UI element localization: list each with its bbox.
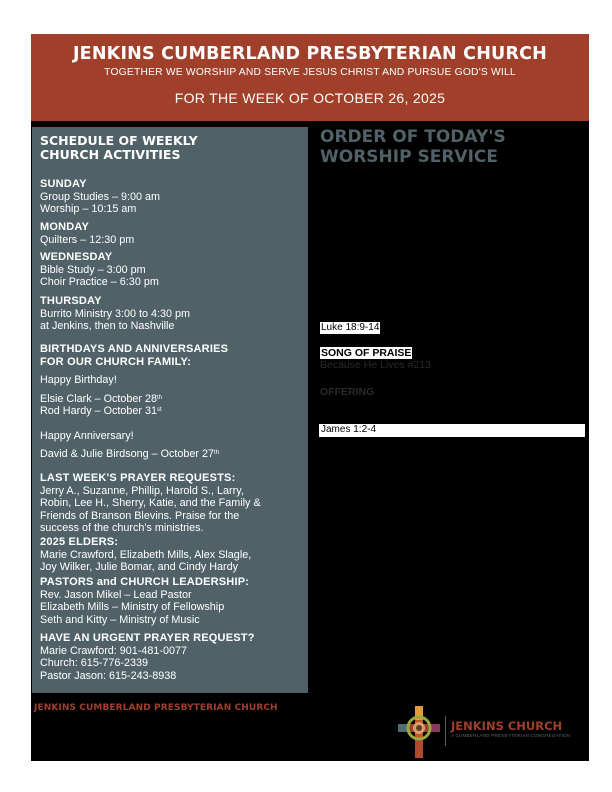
celebrations-title-1: BIRTHDAYS AND ANNIVERSARIES — [40, 343, 229, 355]
urgent-line: Church: 615-776-2339 — [40, 657, 149, 669]
ordinal-suffix: th — [214, 450, 220, 456]
ordinal-suffix: th — [157, 394, 163, 401]
birthday-heading: Happy Birthday! — [40, 374, 117, 386]
day-label: MONDAY — [40, 221, 90, 233]
leadership-line: Rev. Jason Mikel – Lead Pastor — [40, 588, 192, 601]
urgent-line: Pastor Jason: 615-243-8938 — [40, 669, 177, 682]
prayer-section — [40, 472, 261, 535]
prayer-line: Robin, Lee H., Sherry, Katie, and the Family & — [40, 497, 261, 509]
schedule-item: at Jenkins, then to Nashville — [40, 320, 175, 332]
bulletin-page — [31, 34, 589, 761]
schedule-wednesday — [40, 251, 159, 289]
scripture-luke: Luke 18:9-14 — [321, 322, 380, 333]
prayer-title: LAST WEEK'S PRAYER REQUESTS: — [40, 472, 236, 484]
anniversary-item — [40, 448, 228, 461]
schedule-thursday — [40, 295, 190, 333]
leadership-line: Elizabeth Mills – Ministry of Fellowship — [40, 601, 225, 613]
prayer-line: success of the church's ministries. — [40, 522, 204, 534]
schedule-item: Worship – 10:15 am — [40, 203, 137, 215]
ordinal-suffix: st — [157, 407, 162, 413]
schedule-item: Group Studies – 9:00 am — [40, 190, 161, 203]
song-title: Because He Lives #213 — [320, 359, 431, 371]
cross-logo-icon — [396, 704, 442, 760]
logo-subtitle: A CUMBERLAND PRESBYTERIAN CONGREGATION — [451, 733, 571, 738]
church-tagline: TOGETHER WE WORSHIP AND SERVE JESUS CHRIST AND PURSUE GOD'S WILL — [104, 67, 516, 78]
schedule-panel — [32, 127, 308, 693]
anniversary-text: David & Julie Birdsong – October 27 — [40, 448, 215, 460]
worship-title-line2: WORSHIP SERVICE — [320, 147, 498, 167]
leadership-section — [40, 576, 249, 626]
urgent-section — [40, 632, 255, 682]
schedule-item: Choir Practice – 6:30 pm — [40, 276, 159, 288]
worship-title — [320, 127, 506, 167]
schedule-title — [40, 134, 198, 162]
schedule-item: Burrito Ministry 3:00 to 4:30 pm — [40, 307, 191, 320]
birthday-item — [40, 405, 228, 418]
birthday-text: Elsie Clark – October 28 — [40, 392, 158, 405]
schedule-title-line1: SCHEDULE OF WEEKLY — [40, 133, 198, 148]
day-label: THURSDAY — [40, 295, 102, 307]
footer-church-name: JENKINS CUMBERLAND PRESBYTERIAN CHURCH — [34, 703, 278, 713]
church-logo — [396, 704, 576, 760]
elders-line: Marie Crawford, Elizabeth Mills, Alex Slagle, — [40, 548, 252, 561]
elders-line: Joy Wilker, Julie Bomar, and Cindy Hardy — [40, 561, 239, 573]
birthday-text: Rod Hardy – October 31 — [40, 405, 158, 417]
song-of-praise-label: SONG OF PRAISE — [321, 347, 412, 359]
prayer-line: Jerry A., Suzanne, Phillip, Harold S., Larry, — [40, 484, 244, 497]
leadership-title: PASTORS and CHURCH LEADERSHIP: — [40, 576, 250, 588]
leadership-line: Seth and Kitty – Ministry of Music — [40, 613, 200, 626]
birthday-item — [40, 393, 228, 406]
church-title: JENKINS CUMBERLAND PRESBYTERIAN CHURCH — [72, 44, 548, 64]
anniversary-heading: Happy Anniversary! — [40, 429, 134, 442]
header-banner — [31, 34, 589, 121]
worship-title-line1: ORDER OF TODAY'S — [320, 127, 506, 147]
day-label: WEDNESDAY — [40, 251, 113, 263]
week-date: FOR THE WEEK OF OCTOBER 26, 2025 — [174, 90, 446, 106]
schedule-item: Bible Study – 3:00 pm — [40, 263, 146, 276]
elders-section — [40, 536, 251, 574]
schedule-title-line2: CHURCH ACTIVITIES — [40, 147, 181, 162]
celebrations-title-2: FOR OUR CHURCH FAMILY: — [40, 355, 192, 368]
prayer-line: Friends of Branson Blevins. Praise for the — [40, 509, 240, 522]
schedule-sunday — [40, 178, 160, 216]
elders-title: 2025 ELDERS: — [40, 536, 119, 548]
schedule-monday — [40, 221, 134, 246]
logo-name: JENKINS CHURCH — [451, 719, 563, 733]
logo-divider — [445, 716, 446, 746]
scripture-james: James 1:2-4 — [319, 424, 585, 437]
schedule-item: Quilters – 12:30 pm — [40, 233, 135, 246]
day-label: SUNDAY — [40, 178, 87, 190]
offering-label: OFFERING — [320, 386, 375, 398]
urgent-line: Marie Crawford: 901-481-0077 — [40, 644, 188, 657]
celebrations-section — [40, 343, 228, 461]
urgent-title: HAVE AN URGENT PRAYER REQUEST? — [40, 632, 255, 644]
